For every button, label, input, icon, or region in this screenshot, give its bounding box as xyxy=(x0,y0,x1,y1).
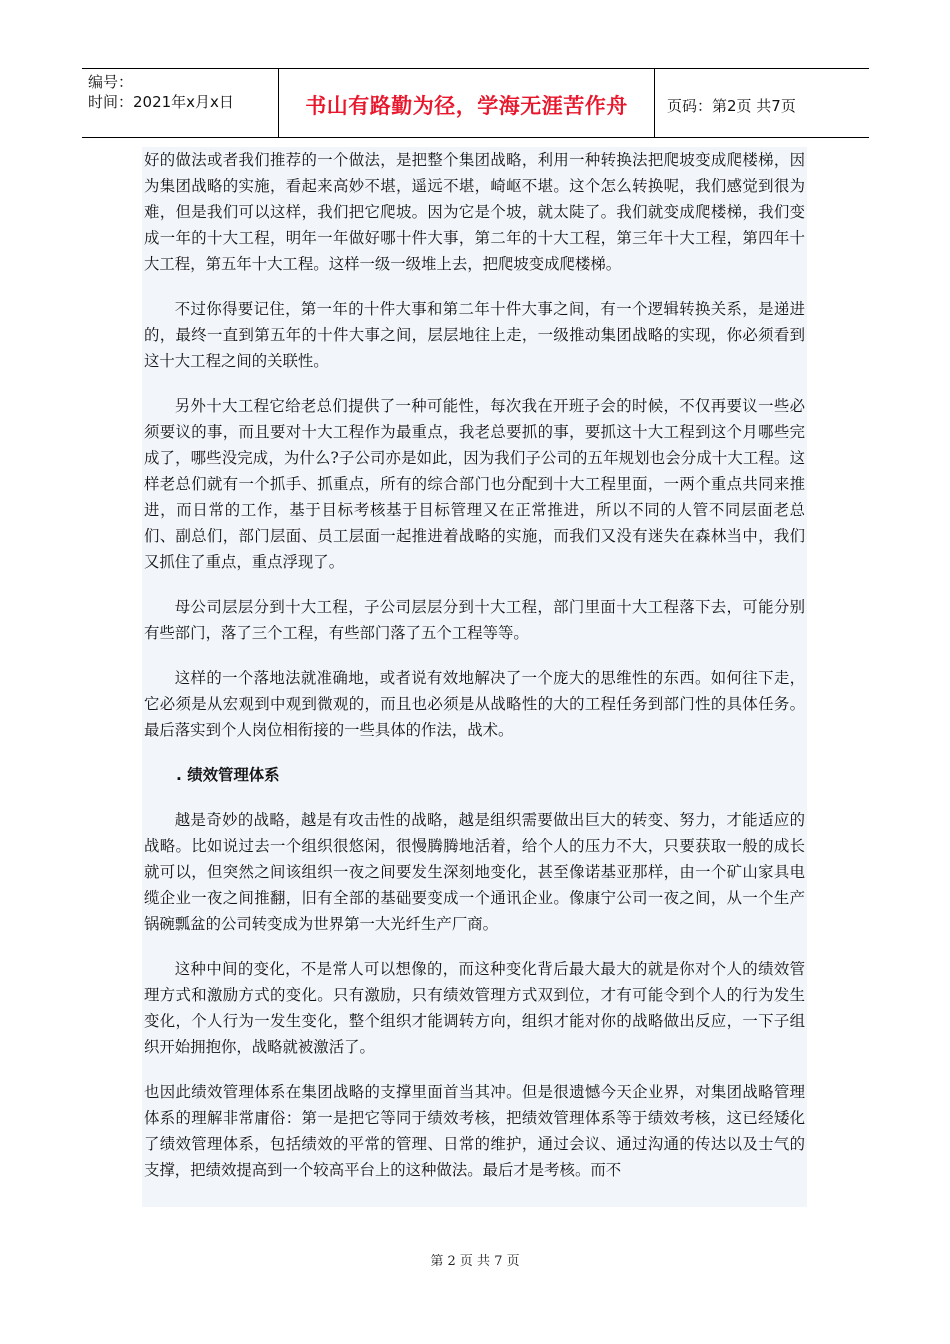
header-meta xyxy=(82,69,279,137)
header-motto: 书山有路勤为径，学海无涯苦作舟 xyxy=(279,69,655,137)
document-date-label: 时间：2021年x月x日 xyxy=(88,93,234,111)
header-page-number: 页码：第2页 共7页 xyxy=(667,96,796,115)
paragraph: 越是奇妙的战略，越是有攻击性的战略，越是组织需要做出巨大的转变、努力，才能适应的战略。比如说过去一个组织很悠闲，很慢腾腾地活着，给个人的压力不大，只要获取一般的成长就可以，但突然之间该组织一夜之间要发生深刻地变化，甚至像诺基亚那样，由一个矿山家具电缆企业一夜之间推翻，旧有全部的基础要变成一个通讯企业。像康宁公司一夜之间，从一个生产锅碗瓢盆的公司转变成为世界第一大光纤生产厂商。 xyxy=(144,811,805,933)
document-number-label: 编号： xyxy=(88,73,134,91)
page-footer: 第 2 页 共 7 页 xyxy=(430,1254,520,1269)
section-heading: . 绩效管理体系 xyxy=(176,766,280,784)
paragraph: 另外十大工程它给老总们提供了一种可能性，每次我在开班子会的时候，不仅再要议一些必须要议的事，而且要对十大工程作为最重点，我老总要抓的事，要抓这十大工程到这个月哪些完成了，哪些没完成，为什么?子公司亦是如此，因为我们子公司的五年规划也会分成十大工程。这样老总们就有一个抓手、抓重点，所有的综合部门也分配到十大工程里面，一两个重点共同来推进，而日常的工作，基于目标考核基于目标管理又在正常推进，所以不同的人管不同层面老总们、副总们，部门层面、员工层面一起推进着战略的实施，而我们又没有迷失在森林当中，我们又抓住了重点，重点浮现了。 xyxy=(144,397,805,571)
paragraph: 这种中间的变化，不是常人可以想像的，而这种变化背后最大最大的就是你对个人的绩效管理方式和激励方式的变化。只有激励，只有绩效管理方式双到位，才有可能令到个人的行为发生变化，个人行为一发生变化，整个组织才能调转方向，组织才能对你的战略做出反应，一下子组织开始拥抱你，战略就被激活了。 xyxy=(144,960,805,1056)
page-header xyxy=(82,68,869,138)
document-body xyxy=(142,147,807,1207)
paragraph: 也因此绩效管理体系在集团战略的支撑里面首当其冲。但是很遗憾今天企业界，对集团战略管理体系的理解非常庸俗：第一是把它等同于绩效考核，把绩效管理体系等于绩效考核，这已经矮化了绩效管理体系，包括绩效的平常的管理、日常的维护，通过会议、通过沟通的传达以及士气的支撑，把绩效提高到一个较高平台上的这种做法。最后才是考核。而不 xyxy=(144,1083,805,1179)
paragraph: 好的做法或者我们推荐的一个做法，是把整个集团战略，利用一种转换法把爬坡变成爬楼梯，因为集团战略的实施，看起来高妙不堪，遥远不堪，崎岖不堪。这个怎么转换呢，我们感觉到很为难，但是我们可以这样，我们把它爬坡。因为它是个坡，就太陡了。我们就变成爬楼梯，我们变成一年的十大工程，明年一年做好哪十件大事，第二年的十大工程，第三年十大工程，第四年十大工程，第五年十大工程。这样一级一级堆上去，把爬坡变成爬楼梯。 xyxy=(144,151,805,273)
paragraph: 不过你得要记住，第一年的十件大事和第二年十件大事之间，有一个逻辑转换关系，是递进的，最终一直到第五年的十件大事之间，层层地往上走，一级推动集团战略的实现，你必须看到这十大工程之间的关联性。 xyxy=(144,300,805,370)
paragraph: 这样的一个落地法就准确地，或者说有效地解决了一个庞大的思维性的东西。如何往下走，它必须是从宏观到中观到微观的，而且也必须是从战略性的大的工程任务到部门性的具体任务。最后落实到个人岗位相衔接的一些具体的作法，战术。 xyxy=(144,669,805,739)
paragraph: 母公司层层分到十大工程，子公司层层分到十大工程，部门里面十大工程落下去，可能分别有些部门，落了三个工程，有些部门落了五个工程等等。 xyxy=(144,598,805,642)
